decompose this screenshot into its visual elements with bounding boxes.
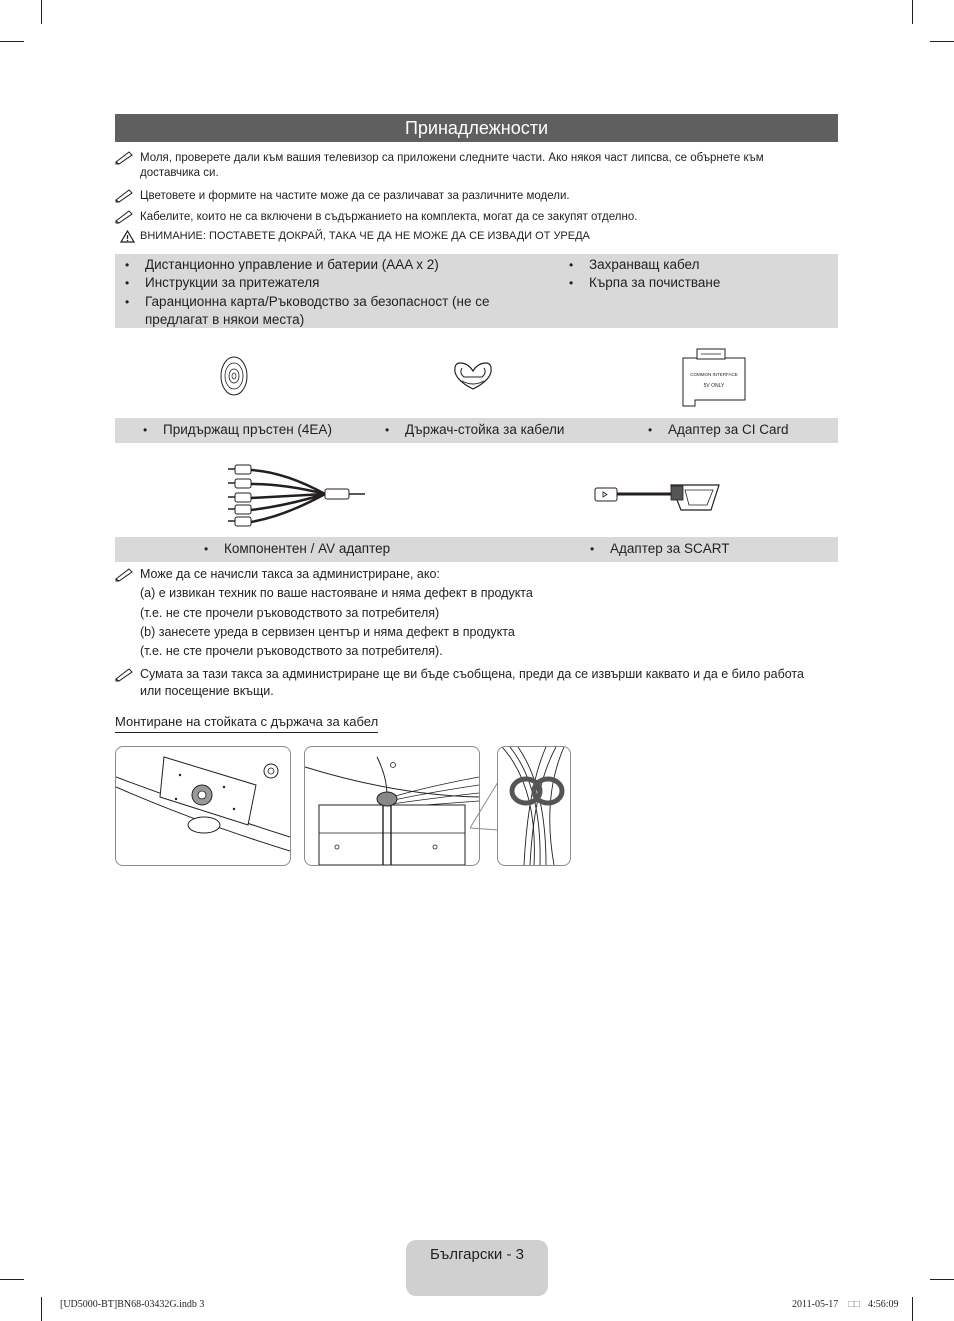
list-item: • Гаранционна карта/Ръководство за безопасност (не се предлагат в някои места): [145, 293, 555, 329]
fee-note-line: (a) е извикан техник по ваше настояване и няма дефект в продукта: [140, 586, 533, 600]
file-slug: [UD5000-BT]BN68-03432G.indb 3: [60, 1299, 205, 1310]
ci-card-adapter-image: [679, 344, 751, 408]
warning: [120, 229, 590, 244]
ci-card-label-2: 5V ONLY: [703, 383, 725, 389]
list-item: • Адаптер за SCART: [610, 540, 729, 558]
list-item: • Компонентен / AV адаптер: [224, 540, 390, 558]
holder-ring-image: [219, 355, 249, 397]
list-item: • Дистанционно управление и батерии (AAA x 2): [145, 256, 439, 274]
note-text: Кабелите, които не са включени в съдържанието на комплекта, могат да се закупят отделно.: [140, 211, 638, 223]
note: [115, 189, 795, 204]
stand-mount-illustration: [115, 746, 291, 866]
page-title: Принадлежности: [115, 114, 838, 142]
pencil-note-icon: [115, 666, 135, 682]
crop-mark: [930, 41, 954, 42]
note-text: Цветовете и формите на частите може да се различават за различните модели.: [140, 190, 570, 202]
warning-icon: [120, 230, 135, 243]
component-av-adapter-image: [225, 462, 367, 528]
fee-note-2: Сумата за тази такса за администриране ще ви бъде съобщена, преди да се извърши каквато и да е било работа или посещение вкъщи.: [140, 667, 804, 698]
note-text: Моля, проверете дали към вашия телевизор са приложени следните части. Ако някоя част липсва, се обърнете към доставчика си.: [140, 152, 764, 179]
fee-note-line: (т.е. не сте прочели ръководството за потребителя): [140, 606, 440, 620]
pencil-note-icon: [115, 208, 135, 224]
cable-holder-closeup-illustration: [497, 746, 571, 866]
cable-holder-image: [452, 359, 494, 393]
print-time: 4:56:09: [868, 1299, 899, 1310]
note: [115, 151, 795, 181]
crop-mark: [912, 1297, 913, 1321]
crop-mark: [41, 0, 42, 24]
list-item: • Придържащ пръстен (4EA): [163, 421, 332, 439]
fee-note-line: (b) занесете уреда в сервизен център и няма дефект в продукта: [140, 625, 515, 639]
list-item: • Държач-стойка за кабели: [405, 421, 564, 439]
scart-adapter-image: [593, 480, 723, 518]
cable-holder-mounted-illustration: [304, 746, 480, 866]
list-item: • Инструкции за притежателя: [145, 274, 319, 292]
connector-line: [470, 778, 500, 832]
pencil-note-icon: [115, 566, 135, 582]
pencil-note-icon: [115, 187, 135, 203]
page-number-tab: [406, 1240, 548, 1296]
warning-text: ВНИМАНИЕ: ПОСТАВЕТЕ ДОКРАЙ, ТАКА ЧЕ ДА НЕ МОЖЕ ДА СЕ ИЗВАДИ ОТ УРЕДА: [140, 230, 590, 242]
page-label: Български - 3: [430, 1246, 524, 1263]
crop-mark: [912, 0, 913, 24]
note: [115, 210, 795, 225]
fee-note-intro: Може да се начисли такса за администриране, ако:: [140, 567, 440, 581]
list-item: • Захранващ кабел: [589, 256, 700, 274]
crop-mark: [930, 1279, 954, 1280]
crop-mark: [41, 1297, 42, 1321]
print-boxes: □□: [848, 1299, 861, 1310]
crop-mark: [0, 41, 24, 42]
pencil-note-icon: [115, 149, 135, 165]
ci-card-label-1: COMMON INTERFACE: [690, 372, 738, 377]
fee-note-line: (т.е. не сте прочели ръководството за потребителя).: [140, 644, 443, 658]
print-date: 2011-05-17: [792, 1299, 839, 1310]
list-item: • Кърпа за почистване: [589, 274, 720, 292]
crop-mark: [0, 1279, 24, 1280]
section-subheading: Монтиране на стойката с държача за кабел: [115, 714, 378, 733]
list-item: • Адаптер за CI Card: [668, 421, 788, 439]
